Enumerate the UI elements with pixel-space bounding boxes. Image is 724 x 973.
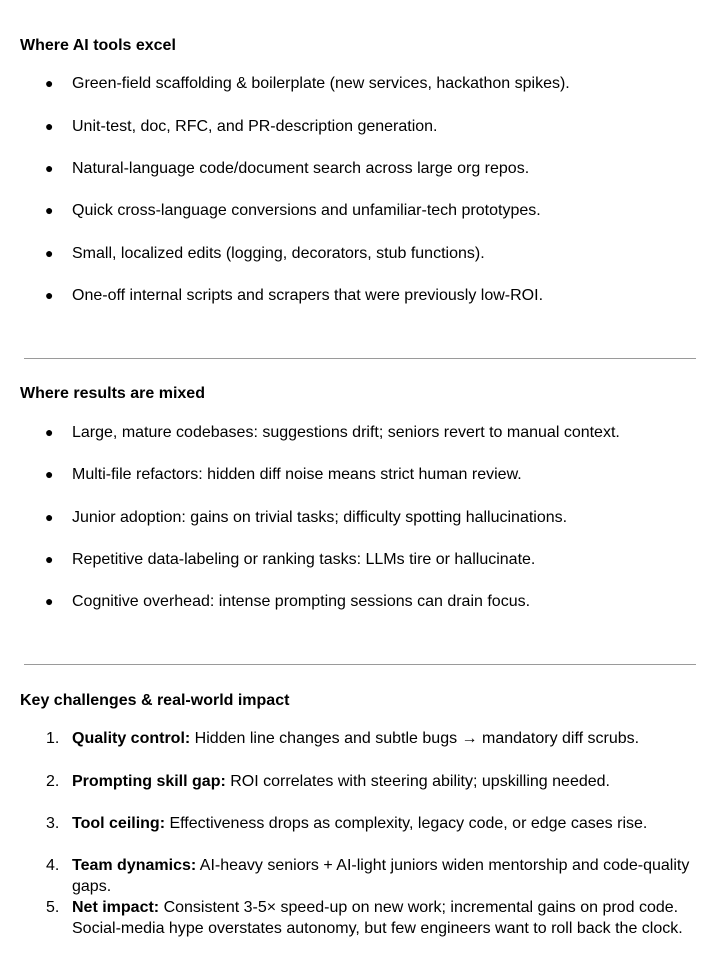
list-item-text: Large, mature codebases: suggestions drift; seniors revert to manual context. bbox=[72, 424, 620, 441]
list-item-text: Green-field scaffolding & boilerplate (new services, hackathon spikes). bbox=[72, 75, 570, 92]
section-title-challenges: Key challenges & real-world impact bbox=[20, 692, 290, 709]
list-item-number: 2. bbox=[46, 773, 60, 790]
list-item-text: Repetitive data-labeling or ranking tasks: LLMs tire or hallucinate. bbox=[72, 551, 536, 568]
section-divider bbox=[24, 358, 696, 359]
list-item-text: Junior adoption: gains on trivial tasks; difficulty spotting hallucinations. bbox=[72, 509, 568, 526]
list-item-body: ROI correlates with steering ability; upskilling needed. bbox=[225, 773, 610, 790]
list-item-text bbox=[72, 813, 702, 834]
list-item-text bbox=[72, 771, 702, 792]
list-item-body: AI-heavy seniors + AI-light juniors widen mentorship and code-quality gaps. bbox=[72, 857, 690, 895]
bullet-icon: ● bbox=[45, 287, 54, 303]
bullet-icon: ● bbox=[45, 466, 54, 482]
bullet-icon: ● bbox=[45, 245, 54, 261]
list-item-number: 3. bbox=[46, 815, 60, 832]
list-item-lead: Prompting skill gap: bbox=[72, 773, 226, 790]
list-item-text bbox=[72, 855, 702, 897]
list-item-number: 4. bbox=[46, 857, 60, 874]
list-item-text: Cognitive overhead: intense prompting sessions can drain focus. bbox=[72, 593, 531, 610]
list-item-lead: Net impact: bbox=[72, 899, 160, 916]
bullet-icon: ● bbox=[45, 551, 54, 567]
section-title-excel: Where AI tools excel bbox=[20, 37, 176, 54]
list-item-number: 5. bbox=[46, 899, 60, 916]
list-item-body: Consistent 3-5× speed-up on new work; incremental gains on prod code. Social-media hype overstates autonomy, but few engineers want to roll back the clock. bbox=[72, 899, 683, 937]
bullet-icon: ● bbox=[45, 424, 54, 440]
list-item-text: One-off internal scripts and scrapers that were previously low-ROI. bbox=[72, 287, 544, 304]
bullet-icon: ● bbox=[45, 118, 54, 134]
bullet-icon: ● bbox=[45, 202, 54, 218]
list-item-lead: Tool ceiling: bbox=[72, 815, 166, 832]
list-item-lead: Team dynamics: bbox=[72, 857, 197, 874]
list-item-text: Multi-file refactors: hidden diff noise means strict human review. bbox=[72, 466, 522, 483]
list-item-body: Hidden line changes and subtle bugs → mandatory diff scrubs. bbox=[190, 730, 640, 747]
list-item-text: Quick cross-language conversions and unfamiliar-tech prototypes. bbox=[72, 202, 541, 219]
section-divider bbox=[24, 664, 696, 665]
list-item-text bbox=[72, 728, 702, 749]
list-item-body: Effectiveness drops as complexity, legacy code, or edge cases rise. bbox=[165, 815, 648, 832]
list-item-lead: Quality control: bbox=[72, 730, 191, 747]
list-item-text: Unit-test, doc, RFC, and PR-description generation. bbox=[72, 118, 438, 135]
bullet-icon: ● bbox=[45, 509, 54, 525]
bullet-icon: ● bbox=[45, 160, 54, 176]
section-title-mixed: Where results are mixed bbox=[20, 385, 205, 402]
bullet-icon: ● bbox=[45, 75, 54, 91]
list-item-text: Natural-language code/document search across large org repos. bbox=[72, 160, 530, 177]
list-item-text bbox=[72, 897, 702, 939]
bullet-icon: ● bbox=[45, 593, 54, 609]
list-item-number: 1. bbox=[46, 730, 60, 747]
list-item-text: Small, localized edits (logging, decorators, stub functions). bbox=[72, 245, 485, 262]
